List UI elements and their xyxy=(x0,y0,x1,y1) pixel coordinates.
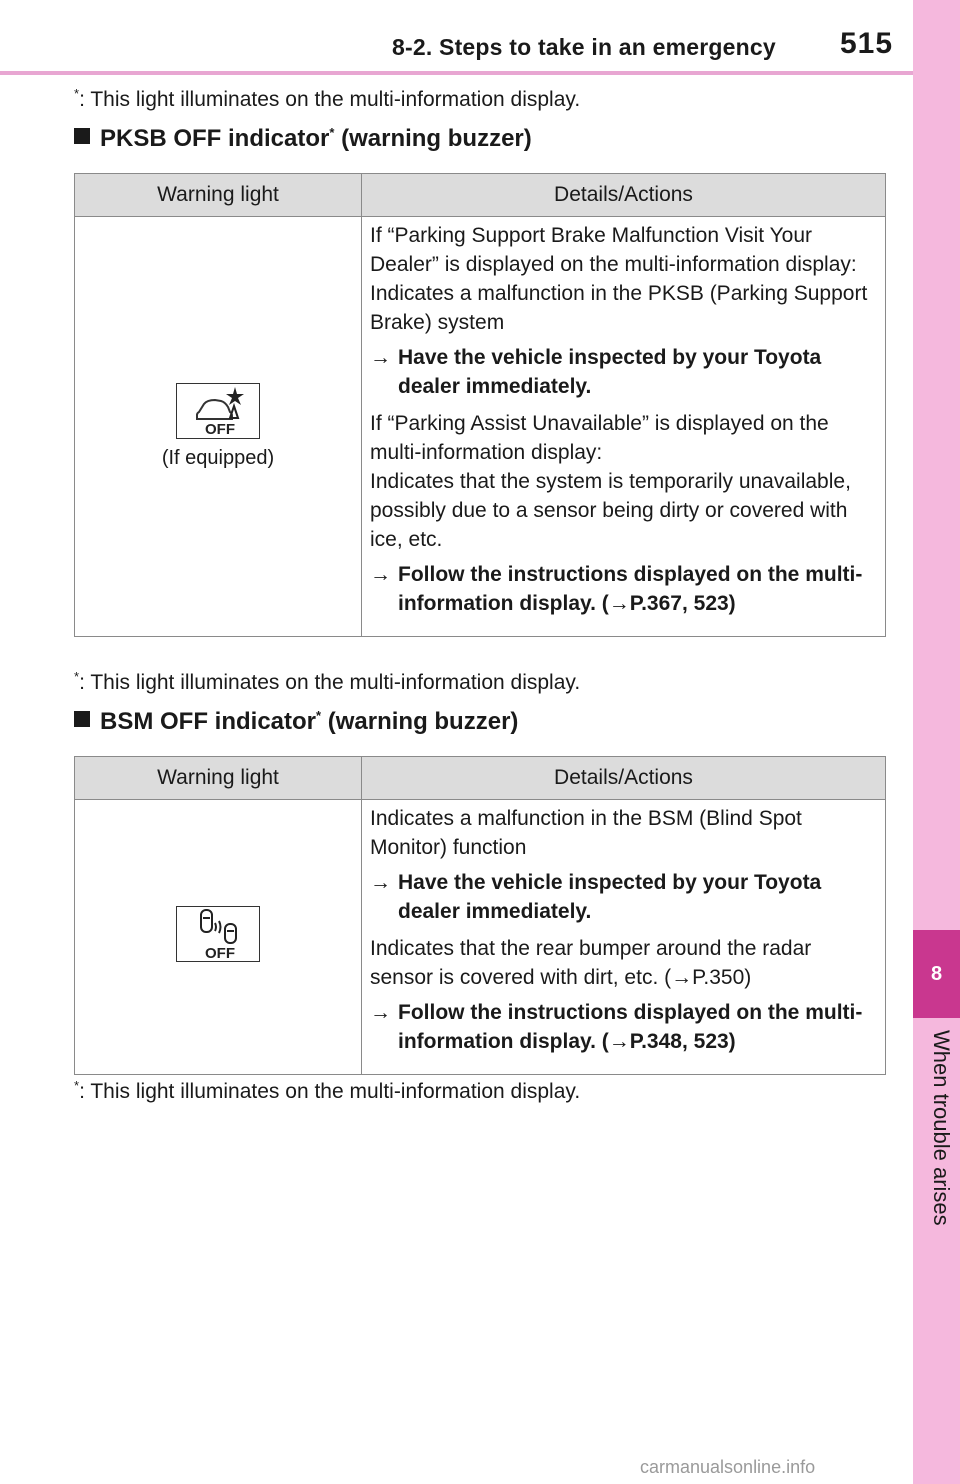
square-bullet-icon xyxy=(74,711,90,727)
arrow-right-icon: → xyxy=(370,871,391,894)
col-warning-light: Warning light xyxy=(75,174,362,217)
page-reference: P.350) xyxy=(692,966,752,989)
detail-text: Indicates that the rear bumper around the radar sensor is covered with dirt, etc. (→P.350) xyxy=(370,937,812,989)
footnote: *: This light illuminates on the multi-information display. xyxy=(74,1078,581,1103)
pksb-icon-cell xyxy=(75,217,362,637)
detail-text: If “Parking Support Brake Malfunction Visit Your Dealer” is displayed on the multi-information display: xyxy=(370,224,857,276)
detail-text: Indicates that the system is temporarily unavailable, possibly due to a sensor being dirty or covered with ice, etc. xyxy=(370,470,851,551)
page-reference: P.367, 523) xyxy=(629,592,736,615)
col-details-actions: Details/Actions xyxy=(362,757,886,800)
pksb-heading: PKSB OFF indicator* (warning buzzer) xyxy=(74,125,532,153)
bsm-table xyxy=(74,756,886,1075)
action-item: → Follow the instructions displayed on the multi-information display. (→P.367, 523) xyxy=(370,560,879,618)
footnote: *: This light illuminates on the multi-information display. xyxy=(74,669,581,694)
action-item: → Have the vehicle inspected by your Toyota dealer immediately. xyxy=(370,343,879,401)
arrow-right-icon: → xyxy=(370,563,391,586)
pksb-icon-label: OFF xyxy=(205,421,235,438)
icon-caption: (If equipped) xyxy=(161,447,275,469)
chapter-title: When trouble arises xyxy=(929,1030,954,1226)
arrow-right-icon: → xyxy=(608,592,630,615)
pksb-table xyxy=(74,173,886,637)
arrow-right-icon: → xyxy=(671,966,693,989)
action-item: → Have the vehicle inspected by your Toyota dealer immediately. xyxy=(370,868,879,926)
section-title: 8-2. Steps to take in an emergency xyxy=(392,34,776,60)
page-reference: P.348, 523) xyxy=(629,1030,736,1053)
chapter-number: 8 xyxy=(913,930,960,1018)
footnote: *: This light illuminates on the multi-information display. xyxy=(74,86,581,111)
detail-text: If “Parking Assist Unavailable” is displayed on the multi-information display: xyxy=(370,412,829,464)
bsm-off-icon xyxy=(176,906,260,962)
col-details-actions: Details/Actions xyxy=(362,174,886,217)
detail-text: Indicates a malfunction in the PKSB (Parking Support Brake) system xyxy=(370,282,868,334)
pksb-off-icon xyxy=(176,383,260,439)
pksb-details-cell xyxy=(362,217,886,637)
bsm-icon-cell xyxy=(75,800,362,1075)
side-tab xyxy=(913,0,960,1484)
square-bullet-icon xyxy=(74,128,90,144)
bsm-details-cell xyxy=(362,800,886,1075)
arrow-right-icon: → xyxy=(370,1001,391,1024)
asterisk: * xyxy=(74,86,80,101)
asterisk: * xyxy=(329,125,335,140)
asterisk: * xyxy=(316,708,322,723)
detail-text: Indicates a malfunction in the BSM (Blind Spot Monitor) function xyxy=(370,807,802,859)
asterisk: * xyxy=(74,1078,80,1093)
page-number: 515 xyxy=(840,27,894,60)
col-warning-light: Warning light xyxy=(75,757,362,800)
arrow-right-icon: → xyxy=(608,1030,630,1053)
bsm-heading: BSM OFF indicator* (warning buzzer) xyxy=(74,708,518,736)
header-rule xyxy=(0,71,913,75)
asterisk: * xyxy=(74,669,80,684)
action-item: → Follow the instructions displayed on the multi-information display. (→P.348, 523) xyxy=(370,998,879,1056)
watermark: carmanualsonline.info xyxy=(640,1457,816,1477)
arrow-right-icon: → xyxy=(370,346,391,369)
bsm-icon-label: OFF xyxy=(205,945,235,961)
